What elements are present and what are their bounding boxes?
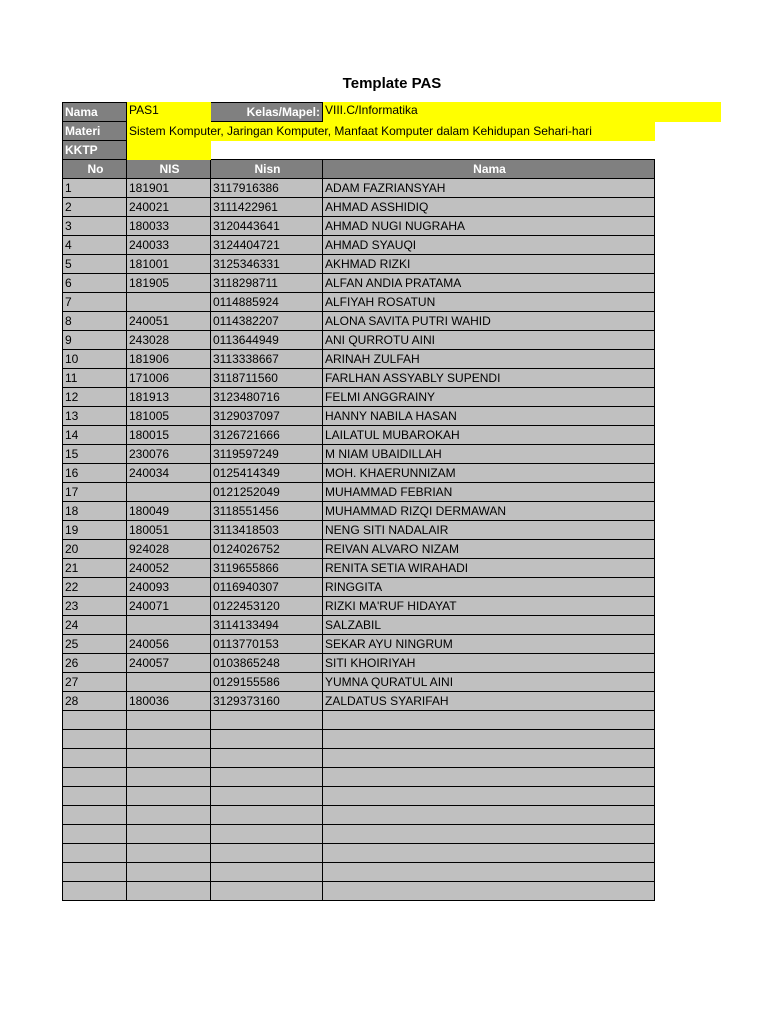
cell-nis[interactable]	[127, 730, 211, 749]
cell-nama[interactable]: ALONA SAVITA PUTRI WAHID	[323, 312, 655, 331]
cell-nisn[interactable]: 3114133494	[211, 616, 323, 635]
cell-nama[interactable]	[323, 711, 655, 730]
cell-no[interactable]	[63, 806, 127, 825]
cell-nis[interactable]	[127, 768, 211, 787]
materi-value-cell[interactable]	[127, 122, 655, 141]
cell-nisn[interactable]	[211, 882, 323, 901]
table-row	[63, 692, 655, 711]
nama-value-cell[interactable]	[127, 103, 211, 122]
table-row	[63, 597, 655, 616]
table-row	[63, 426, 655, 445]
cell-no[interactable]: 12	[63, 388, 127, 407]
cell-nama[interactable]: RIZKI MA'RUF HIDAYAT	[323, 597, 655, 616]
cell-nis[interactable]	[127, 616, 211, 635]
cell-nis[interactable]: 180015	[127, 426, 211, 445]
kktp-row	[63, 141, 655, 160]
cell-nama[interactable]: M NIAM UBAIDILLAH	[323, 445, 655, 464]
cell-no[interactable]: 5	[63, 255, 127, 274]
header-nisn[interactable]: Nisn	[211, 160, 323, 179]
cell-no[interactable]: 3	[63, 217, 127, 236]
cell-nis[interactable]	[127, 483, 211, 502]
table-row	[63, 369, 655, 388]
cell-nama[interactable]: ANI QURROTU AINI	[323, 331, 655, 350]
table-row	[63, 768, 655, 787]
table-row	[63, 844, 655, 863]
cell-no[interactable]: 1	[63, 179, 127, 198]
table-row	[63, 312, 655, 331]
cell-nama[interactable]: YUMNA QURATUL AINI	[323, 673, 655, 692]
cell-nisn[interactable]: 3124404721	[211, 236, 323, 255]
cell-nama[interactable]: ARINAH ZULFAH	[323, 350, 655, 369]
kelas-label: Kelas/Mapel:	[246, 105, 320, 119]
materi-label: Materi	[65, 124, 101, 138]
cell-no[interactable]	[63, 844, 127, 863]
cell-nis[interactable]: 181901	[127, 179, 211, 198]
kelas-value: VIII.C/Informatika	[325, 103, 418, 117]
cell-nis[interactable]: 240057	[127, 654, 211, 673]
cell-nama[interactable]: ALFAN ANDIA PRATAMA	[323, 274, 655, 293]
table-row	[63, 331, 655, 350]
cell-nama[interactable]: REIVAN ALVARO NIZAM	[323, 540, 655, 559]
cell-nisn[interactable]: 3125346331	[211, 255, 323, 274]
student-sheet	[62, 102, 655, 901]
table-row	[63, 464, 655, 483]
cell-nama[interactable]: RENITA SETIA WIRAHADI	[323, 559, 655, 578]
cell-no[interactable]	[63, 863, 127, 882]
kktp-value-cell[interactable]	[127, 141, 211, 160]
table-row	[63, 521, 655, 540]
table-row	[63, 654, 655, 673]
cell-nama[interactable]	[323, 730, 655, 749]
table-row	[63, 198, 655, 217]
kktp-label-cell[interactable]	[63, 141, 127, 160]
cell-nisn[interactable]: 3113338667	[211, 350, 323, 369]
cell-nama[interactable]: FARLHAN ASSYABLY SUPENDI	[323, 369, 655, 388]
cell-no[interactable]: 14	[63, 426, 127, 445]
cell-nama[interactable]	[323, 749, 655, 768]
cell-no[interactable]: 26	[63, 654, 127, 673]
cell-nama[interactable]: ALFIYAH ROSATUN	[323, 293, 655, 312]
cell-nis[interactable]: 180033	[127, 217, 211, 236]
cell-nis[interactable]	[127, 844, 211, 863]
cell-no[interactable]: 22	[63, 578, 127, 597]
cell-nis[interactable]	[127, 882, 211, 901]
table-row	[63, 236, 655, 255]
cell-no[interactable]: 6	[63, 274, 127, 293]
cell-nis[interactable]	[127, 711, 211, 730]
cell-nisn[interactable]: 0129155586	[211, 673, 323, 692]
cell-nis[interactable]: 240052	[127, 559, 211, 578]
table-row	[63, 540, 655, 559]
table-row	[63, 806, 655, 825]
nama-label-cell[interactable]	[63, 103, 127, 122]
cell-no[interactable]: 10	[63, 350, 127, 369]
cell-nama[interactable]: SEKAR AYU NINGRUM	[323, 635, 655, 654]
table-header-row	[63, 160, 655, 179]
cell-nisn[interactable]: 0114382207	[211, 312, 323, 331]
cell-no[interactable]: 28	[63, 692, 127, 711]
cell-nis[interactable]: 181005	[127, 407, 211, 426]
cell-nis[interactable]: 180036	[127, 692, 211, 711]
table-row	[63, 635, 655, 654]
cell-nis[interactable]: 181001	[127, 255, 211, 274]
header-nama[interactable]: Nama	[323, 160, 655, 179]
cell-nisn[interactable]	[211, 768, 323, 787]
cell-nis[interactable]: 240033	[127, 236, 211, 255]
cell-nisn[interactable]: 3126721666	[211, 426, 323, 445]
cell-nis[interactable]	[127, 806, 211, 825]
cell-nama[interactable]: MUHAMMAD RIZQI DERMAWAN	[323, 502, 655, 521]
cell-no[interactable]: 17	[63, 483, 127, 502]
table-row	[63, 293, 655, 312]
cell-no[interactable]: 16	[63, 464, 127, 483]
cell-no[interactable]: 27	[63, 673, 127, 692]
cell-no[interactable]: 19	[63, 521, 127, 540]
table-row	[63, 502, 655, 521]
cell-nisn[interactable]: 0124026752	[211, 540, 323, 559]
table-row	[63, 673, 655, 692]
table-row	[63, 787, 655, 806]
cell-nisn[interactable]: 3113418503	[211, 521, 323, 540]
cell-nisn[interactable]: 3118711560	[211, 369, 323, 388]
cell-nama[interactable]: MOH. KHAERUNNIZAM	[323, 464, 655, 483]
cell-nama[interactable]: SALZABIL	[323, 616, 655, 635]
cell-nisn[interactable]: 0113644949	[211, 331, 323, 350]
cell-nis[interactable]: 180049	[127, 502, 211, 521]
cell-nis[interactable]: 230076	[127, 445, 211, 464]
cell-nis[interactable]: 181906	[127, 350, 211, 369]
table-row	[63, 559, 655, 578]
cell-nama[interactable]	[323, 806, 655, 825]
table-row	[63, 616, 655, 635]
cell-nis[interactable]: 180051	[127, 521, 211, 540]
table-row	[63, 863, 655, 882]
cell-nis[interactable]	[127, 293, 211, 312]
cell-nisn[interactable]: 0113770153	[211, 635, 323, 654]
cell-nisn[interactable]	[211, 749, 323, 768]
cell-no[interactable]	[63, 825, 127, 844]
cell-nisn[interactable]	[211, 806, 323, 825]
cell-nisn[interactable]: 0116940307	[211, 578, 323, 597]
cell-no[interactable]: 18	[63, 502, 127, 521]
cell-nisn[interactable]: 0122453120	[211, 597, 323, 616]
materi-value: Sistem Komputer, Jaringan Komputer, Manfaat Komputer dalam Kehidupan Sehari-hari	[129, 124, 592, 138]
cell-no[interactable]: 13	[63, 407, 127, 426]
cell-nama[interactable]: SITI KHOIRIYAH	[323, 654, 655, 673]
cell-nisn[interactable]: 3118298711	[211, 274, 323, 293]
cell-nama[interactable]: LAILATUL MUBAROKAH	[323, 426, 655, 445]
kktp-empty-cell[interactable]	[211, 141, 655, 160]
kelas-value-cell[interactable]	[323, 103, 655, 122]
nama-label: Nama	[65, 105, 98, 119]
table-row	[63, 255, 655, 274]
cell-nama[interactable]	[323, 882, 655, 901]
cell-nis[interactable]	[127, 863, 211, 882]
cell-nama[interactable]	[323, 768, 655, 787]
table-row	[63, 730, 655, 749]
cell-nama[interactable]: AHMAD ASSHIDIQ	[323, 198, 655, 217]
cell-nisn[interactable]: 0114885924	[211, 293, 323, 312]
cell-nisn[interactable]: 3118551456	[211, 502, 323, 521]
table-row	[63, 217, 655, 236]
table-row	[63, 882, 655, 901]
cell-nama[interactable]: ADAM FAZRIANSYAH	[323, 179, 655, 198]
cell-nisn[interactable]: 3129373160	[211, 692, 323, 711]
cell-nisn[interactable]	[211, 825, 323, 844]
table-row	[63, 483, 655, 502]
table-row	[63, 445, 655, 464]
cell-nis[interactable]: 924028	[127, 540, 211, 559]
cell-no[interactable]: 11	[63, 369, 127, 388]
table-row	[63, 274, 655, 293]
cell-nama[interactable]: NENG SITI NADALAIR	[323, 521, 655, 540]
cell-nisn[interactable]	[211, 787, 323, 806]
highlight-extension	[655, 102, 721, 122]
cell-nisn[interactable]: 3129037097	[211, 407, 323, 426]
cell-nis[interactable]: 240093	[127, 578, 211, 597]
cell-nis[interactable]: 171006	[127, 369, 211, 388]
cell-nama[interactable]: MUHAMMAD FEBRIAN	[323, 483, 655, 502]
cell-nis[interactable]	[127, 749, 211, 768]
table-row	[63, 578, 655, 597]
kktp-label: KKTP	[65, 143, 98, 157]
cell-no[interactable]: 25	[63, 635, 127, 654]
cell-no[interactable]: 23	[63, 597, 127, 616]
cell-nis[interactable]	[127, 787, 211, 806]
cell-no[interactable]	[63, 787, 127, 806]
nama-row	[63, 103, 655, 122]
cell-nama[interactable]	[323, 844, 655, 863]
cell-nama[interactable]: AHMAD NUGI NUGRAHA	[323, 217, 655, 236]
cell-nama[interactable]	[323, 863, 655, 882]
table-row	[63, 179, 655, 198]
cell-nisn[interactable]	[211, 711, 323, 730]
cell-nis[interactable]: 243028	[127, 331, 211, 350]
cell-nis[interactable]: 240056	[127, 635, 211, 654]
cell-no[interactable]: 20	[63, 540, 127, 559]
cell-nisn[interactable]: 3119655866	[211, 559, 323, 578]
cell-nama[interactable]: FELMI ANGGRAINY	[323, 388, 655, 407]
cell-nisn[interactable]: 0121252049	[211, 483, 323, 502]
table-row	[63, 825, 655, 844]
cell-nisn[interactable]: 0103865248	[211, 654, 323, 673]
cell-no[interactable]: 2	[63, 198, 127, 217]
cell-no[interactable]	[63, 749, 127, 768]
cell-nisn[interactable]	[211, 863, 323, 882]
cell-nis[interactable]: 240034	[127, 464, 211, 483]
cell-nama[interactable]: RINGGITA	[323, 578, 655, 597]
cell-nisn[interactable]: 3117916386	[211, 179, 323, 198]
page-title: Template PAS	[342, 75, 442, 92]
cell-nisn[interactable]: 0125414349	[211, 464, 323, 483]
cell-no[interactable]: 9	[63, 331, 127, 350]
cell-nisn[interactable]	[211, 844, 323, 863]
cell-no[interactable]	[63, 768, 127, 787]
cell-nama[interactable]: ZALDATUS SYARIFAH	[323, 692, 655, 711]
cell-nisn[interactable]	[211, 730, 323, 749]
cell-no[interactable]	[63, 882, 127, 901]
table-row	[63, 711, 655, 730]
cell-nis[interactable]: 181905	[127, 274, 211, 293]
cell-nis[interactable]: 181913	[127, 388, 211, 407]
cell-no[interactable]	[63, 730, 127, 749]
cell-nisn[interactable]: 3120443641	[211, 217, 323, 236]
cell-nisn[interactable]: 3123480716	[211, 388, 323, 407]
cell-no[interactable]: 15	[63, 445, 127, 464]
kelas-label-cell[interactable]	[211, 103, 323, 122]
cell-no[interactable]: 8	[63, 312, 127, 331]
materi-row	[63, 122, 655, 141]
cell-nis[interactable]	[127, 825, 211, 844]
table-row	[63, 749, 655, 768]
cell-nisn[interactable]: 3111422961	[211, 198, 323, 217]
cell-nisn[interactable]: 3119597249	[211, 445, 323, 464]
cell-nama[interactable]: HANNY NABILA HASAN	[323, 407, 655, 426]
cell-no[interactable]	[63, 711, 127, 730]
table-row	[63, 388, 655, 407]
cell-no[interactable]: 7	[63, 293, 127, 312]
cell-nama[interactable]	[323, 787, 655, 806]
header-nis[interactable]: NIS	[127, 160, 211, 179]
cell-nis[interactable]	[127, 673, 211, 692]
table-row	[63, 350, 655, 369]
header-no[interactable]: No	[63, 160, 127, 179]
cell-nis[interactable]: 240021	[127, 198, 211, 217]
nama-value: PAS1	[129, 103, 159, 117]
cell-no[interactable]: 24	[63, 616, 127, 635]
materi-label-cell[interactable]	[63, 122, 127, 141]
cell-nama[interactable]	[323, 825, 655, 844]
cell-nama[interactable]: AHMAD SYAUQI	[323, 236, 655, 255]
cell-no[interactable]: 21	[63, 559, 127, 578]
cell-nis[interactable]: 240071	[127, 597, 211, 616]
cell-no[interactable]: 4	[63, 236, 127, 255]
table-row	[63, 407, 655, 426]
cell-nama[interactable]: AKHMAD RIZKI	[323, 255, 655, 274]
cell-nis[interactable]: 240051	[127, 312, 211, 331]
